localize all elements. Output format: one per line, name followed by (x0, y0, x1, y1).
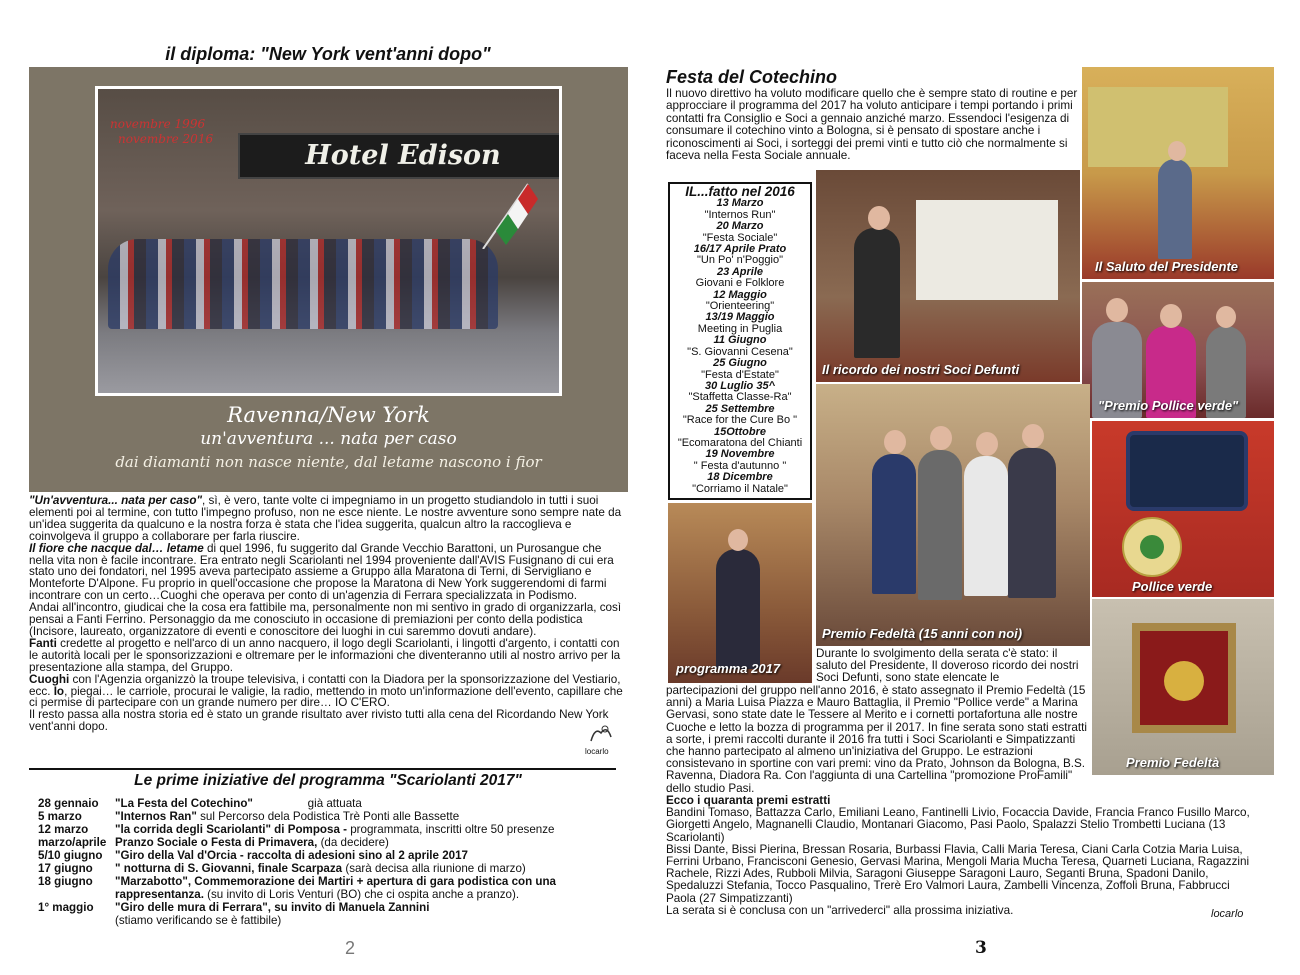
list-item: 19 Novembre " Festa d'autunno " (693, 448, 787, 472)
person-figure (918, 450, 962, 600)
right-body-part1: Durante lo svolgimento della serata c'è stato: il saluto del Presidente, Il doveroso ricordo dei nostri Soci Defunti, sono state elencate le (816, 647, 1079, 685)
photo-label-fedelta-group: Premio Fedeltà (15 anni con noi) (822, 626, 1023, 641)
right-intro: Il nuovo direttivo ha voluto modificare quello che è sempre stato di routine e per approcciare il programma del 2017 ha voluto anticipare i tempi portando i primi contatti fra Consiglio e Soci a gennaio anziché marzo. Essendoci l'esigenza di consumare il cotechino vinto a Bologna, si è pensato di spostare anche i riconoscimenti ai Soci, i sorteggi dei premi vinti e tutto ciò che normalmente si faceva nella Festa Sociale annuale. (666, 87, 1078, 163)
list-item: 11 Giugno "S. Giovanni Cesena" (687, 334, 793, 358)
diploma-poster (29, 67, 628, 492)
poster-date-2016: novembre 2016 (118, 132, 214, 146)
list-item: 13/19 Maggio Meeting in Puglia (697, 311, 783, 335)
photo-keyring (1092, 421, 1274, 597)
list-item: rappresentanza. (su invito di Loris Venturi (BO) che ci ospita anche a pranzo). (115, 888, 520, 901)
hotel-edison-group-photo (95, 86, 562, 396)
person-figure (1158, 159, 1192, 259)
person-head (1106, 298, 1128, 322)
paragraph-5b: , piegai… le carriole, procurai le valigie, la radio, mettendo in moto un'informazione dell'evento, capillare che ci permise di partecipare con un grande numero per dire… IO C'ERO. (29, 684, 623, 710)
list-item: 18 giugno "Marzabotto", Commemorazione dei Martiri + apertura di gara podistica con una (38, 875, 557, 888)
photo-premio-fedelta-group (816, 384, 1090, 646)
photo-programma-2017 (668, 503, 812, 683)
estratti-section (666, 795, 1256, 917)
list-item: 25 Settembre "Race for the Cure Bo " (682, 402, 798, 427)
left-article-body (29, 495, 627, 733)
page-number-left: 2 (345, 938, 356, 958)
photo-medal (1092, 599, 1274, 775)
photo-ricordo-soci (816, 170, 1080, 382)
list-item: 25 Giugno "Festa d'Estate" (701, 357, 779, 381)
list-item: 5 marzo "Internos Ran" sul Percorso dela Podistica Trè Ponti alle Bassette (38, 810, 460, 823)
person-figure (872, 454, 916, 594)
photo-saluto-presidente (1082, 67, 1274, 279)
photo-pollice-verde (1082, 282, 1274, 418)
lead-io: Io (53, 684, 65, 698)
photo-label-programma: programma 2017 (676, 661, 781, 676)
runners-group (108, 239, 498, 329)
photo-label-saluto: Il Saluto del Presidente (1095, 259, 1239, 274)
estratti-title: Ecco i quaranta premi estratti (666, 794, 831, 807)
signature-left-text: locarlo (585, 747, 609, 756)
paragraph-5a: con l'Agenzia organizzò la troupe televisiva, i contatti con la Diadora per la sponsorizzazione del Vestiario, ecc. (29, 672, 621, 698)
program-list (38, 797, 618, 927)
person-head (868, 206, 890, 230)
italian-flag-icon (478, 179, 538, 249)
list-item: 30 Luglio 35^ "Staffetta Classe-Ra" (688, 379, 792, 404)
person-head (930, 426, 952, 450)
person-head (728, 529, 748, 551)
keyring-tag-icon (1122, 517, 1182, 577)
right-body-part2: partecipazioni del gruppo nell'anno 2016, è stato assegnato il Premio Fedeltà (15 anni) a Maria Luisa Piazza e Mauro Battaglia, il Premio "Pollice verde" a Marina Gervasi, sono state date le Tessere al Merito e i cornetti portafortuna alle nostre Cuoche e letto la bozza di programma per il 2017. In fine serata sono stati estratti a sorte, i premi raccolti durante il 2016 fra tutti i Soci Scariolanti e Simpatizzanti che hanno partecipato al almeno un'iniziativa del Gruppo. Le estrazioni consistevano in sportine con vari premi: vino da Prato, Johnson da Bologna, B.S. Ravenna, Diadora Ra. Con l'aggiunta di una Cartellina "promozione ProFamili" dello studio Pasi. (666, 684, 1087, 795)
person-figure (1008, 448, 1056, 598)
person-figure (964, 456, 1008, 596)
paragraph-4: credette al progetto e nell'arco di un anno nacquero, il logo degli Scariolanti, i lingotti d'argento, i contatti con le autorità locali per le sponsorizzazioni e oltremare per le informazioni che diventeranno utili al nostro arrivo per la presentazione alla stampa, del Gruppo. (29, 636, 621, 674)
list-item: 17 giugno " notturna di S. Giovanni, finale Scarpaza (sarà decisa alla riunione di marzo) (38, 862, 526, 875)
person-head (1160, 304, 1182, 328)
person-head (1216, 306, 1236, 328)
list-item: 28 gennaio "La Festa del Cotechino" già attuata (38, 797, 362, 810)
lead-fanti: Fanti (29, 636, 57, 650)
left-page-title: il diploma: "New York vent'anni dopo" (165, 44, 491, 64)
list-item: 13 Marzo "Internos Run" (704, 197, 776, 221)
list-item: 16/17 Aprile Prato "Un Po' n'Poggio" (693, 243, 787, 267)
list-item: 23 Aprile Giovani e Folklore (695, 265, 785, 290)
paragraph-3: Andai all'incontro, giudicai che la cosa era fattibile ma, personalmente non mi sentivo in grado di organizzarla, così pensai a Fanti Ferrino. Personaggio da me conosciuto in occasione di premiazioni per conto della podistica (Incisore, laureato, organizzatore di eventi e conoscitore dei luoghi in cui saremmo dovuti andare). (29, 601, 622, 638)
estratti-simpatizzanti: Bissi Dante, Bissi Pierina, Bressan Rosaria, Burbassi Flavia, Calli Maria Teresa, Ciani Carla Cotzia Maria Luisa, Ferrini Urbano, Francisconi Genesio, Gervasi Marina, Mengoli Maria Mucha Teresa, Quarneti Luciana, Ragazzini Rachele, Rizzi Ades, Rubboli Milvia, Saragoni Giuseppe Saragoni Lauro, Seganti Bruna, Spadoni Danilo, Spedaluzzi Stefania, Tocco Pasqualino, Trerè Ero Valmori Laura, Zambelli Vincenza, Zoffoli Bruna, Fabbrucci Paola (27 Simpatizzanti) (666, 842, 1250, 905)
paragraph-2: di quel 1996, fu suggerito dal Grande Vecchio Barattoni, un Purosangue che nella vita non è facile incontrare. Era entrato negli Scariolanti nel 1994 proveniente dall'AVIS Fusignano di cui era stato uno dei fondatori, nel 1995 aveva partecipato assieme a Gruppo alla Maratona di Terni, di Servigliano e Monteforte D'Alpone. Fu proprio in quell'occasione che propose la Maratona di New York suggerendomi di farmi incontrare con un certo…Cuoghi che operava per conto di un'agenzia di Ferrara specializzata in Podismo. (29, 541, 614, 603)
photo-label-pollice: "Premio Pollice verde" (1098, 398, 1239, 413)
list-item: marzo/aprile Pranzo Sociale o Festa di Primavera, (da decidere) (38, 836, 389, 849)
person-head (976, 432, 998, 456)
photo-label-medal: Premio Fedeltà (1126, 755, 1220, 770)
list-item: 18 Dicembre "Corriamo il Natale" (692, 471, 788, 495)
estratti-scariolanti: Bandini Tomaso, Battazza Carlo, Emiliani Leano, Fantinelli Livio, Focaccia Davide, Francia Franco Fusillo Marco, Giorgetti Angelo, Magnanelli Claudio, Montanari Giacomo, Pasi Paolo, Spalazzi Stelio Trombetti Luciana (13 Scariolanti) (666, 806, 1250, 844)
list-item: 1° maggio "Giro delle mura di Ferrara", su invito di Manuela Zannini (38, 901, 430, 914)
poster-caption-quote: dai diamanti non nasce niente, dal letame nascono i fior (115, 453, 542, 471)
paragraph-6: Il resto passa alla nostra storia ed è stato un grande risultato aver rivisto tutti alla cena del Ricordando New York vent'anni dopo. (29, 708, 609, 734)
person-figure (716, 549, 760, 669)
section-divider (29, 768, 616, 770)
person-head (1168, 141, 1186, 161)
list-item: 20 Marzo "Festa Sociale" (702, 220, 778, 244)
closing-text: La serata si è conclusa con un "arrivederci" alla prossima iniziativa. (666, 903, 1014, 917)
lead-fiore: Il fiore che nacque dal… letame (29, 541, 204, 555)
person-head (1022, 424, 1044, 448)
keyring-case (1126, 431, 1248, 511)
list-item: 15Ottobre "Ecomaratona del Chianti (677, 425, 803, 449)
list-item: 5/10 giugno "Giro della Val d'Orcia - raccolta di adesioni sino al 2 aprile 2017 (38, 849, 468, 862)
list-item: 12 marzo "la corrida degli Scariolanti" di Pomposa - programmata, inscritti oltre 50 presenze (38, 823, 555, 836)
right-page-title: Festa del Cotechino (666, 67, 838, 87)
fatto-2016-box (668, 182, 812, 500)
signature-sketch-icon (585, 723, 615, 745)
photo-label-keyring: Pollice verde (1132, 579, 1213, 594)
projection-screen (916, 200, 1058, 300)
fatto-title: IL...fatto nel 2016 (685, 184, 795, 199)
signature-left (585, 723, 625, 757)
poster-caption-subtitle: un'avventura ... nata per caso (200, 429, 457, 449)
poster-caption-title: Ravenna/New York (227, 403, 430, 427)
list-item: 12 Maggio "Orienteering" (705, 288, 775, 313)
person-figure (854, 228, 900, 358)
program-title: Le prime iniziative del programma "Scariolanti 2017" (134, 772, 522, 789)
lead-avventura: "Un'avventura... nata per caso" (29, 494, 203, 507)
paragraph-1: , sì, è vero, tante volte ci impegniamo in un progetto studiandolo in tutti i suoi elementi poi al termine, con tutto l'impegno profuso, non ne esce niente. Le nostre avventure sono sempre nate da un'idea suggerita da qualcuno e la nostra forza è stata che l'idea suggerita, qualcun altro la raccoglieva e coinvolgeva il gruppo a collaborare per farla riuscire. (29, 494, 622, 543)
page-number-right: 3 (975, 938, 987, 958)
list-item: (stiamo verificando se è fattibile) (115, 914, 282, 927)
poster-date-1996: novembre 1996 (110, 117, 206, 131)
signature-right: locarlo (1211, 908, 1244, 920)
lead-cuoghi: Cuoghi (29, 672, 70, 686)
photo-label-ricordo: Il ricordo dei nostri Soci Defunti (822, 362, 1020, 377)
medal-frame-icon (1132, 623, 1236, 733)
projection-screen (1088, 87, 1228, 167)
person-head (884, 430, 906, 454)
hotel-sign: Hotel Edison (238, 133, 562, 179)
